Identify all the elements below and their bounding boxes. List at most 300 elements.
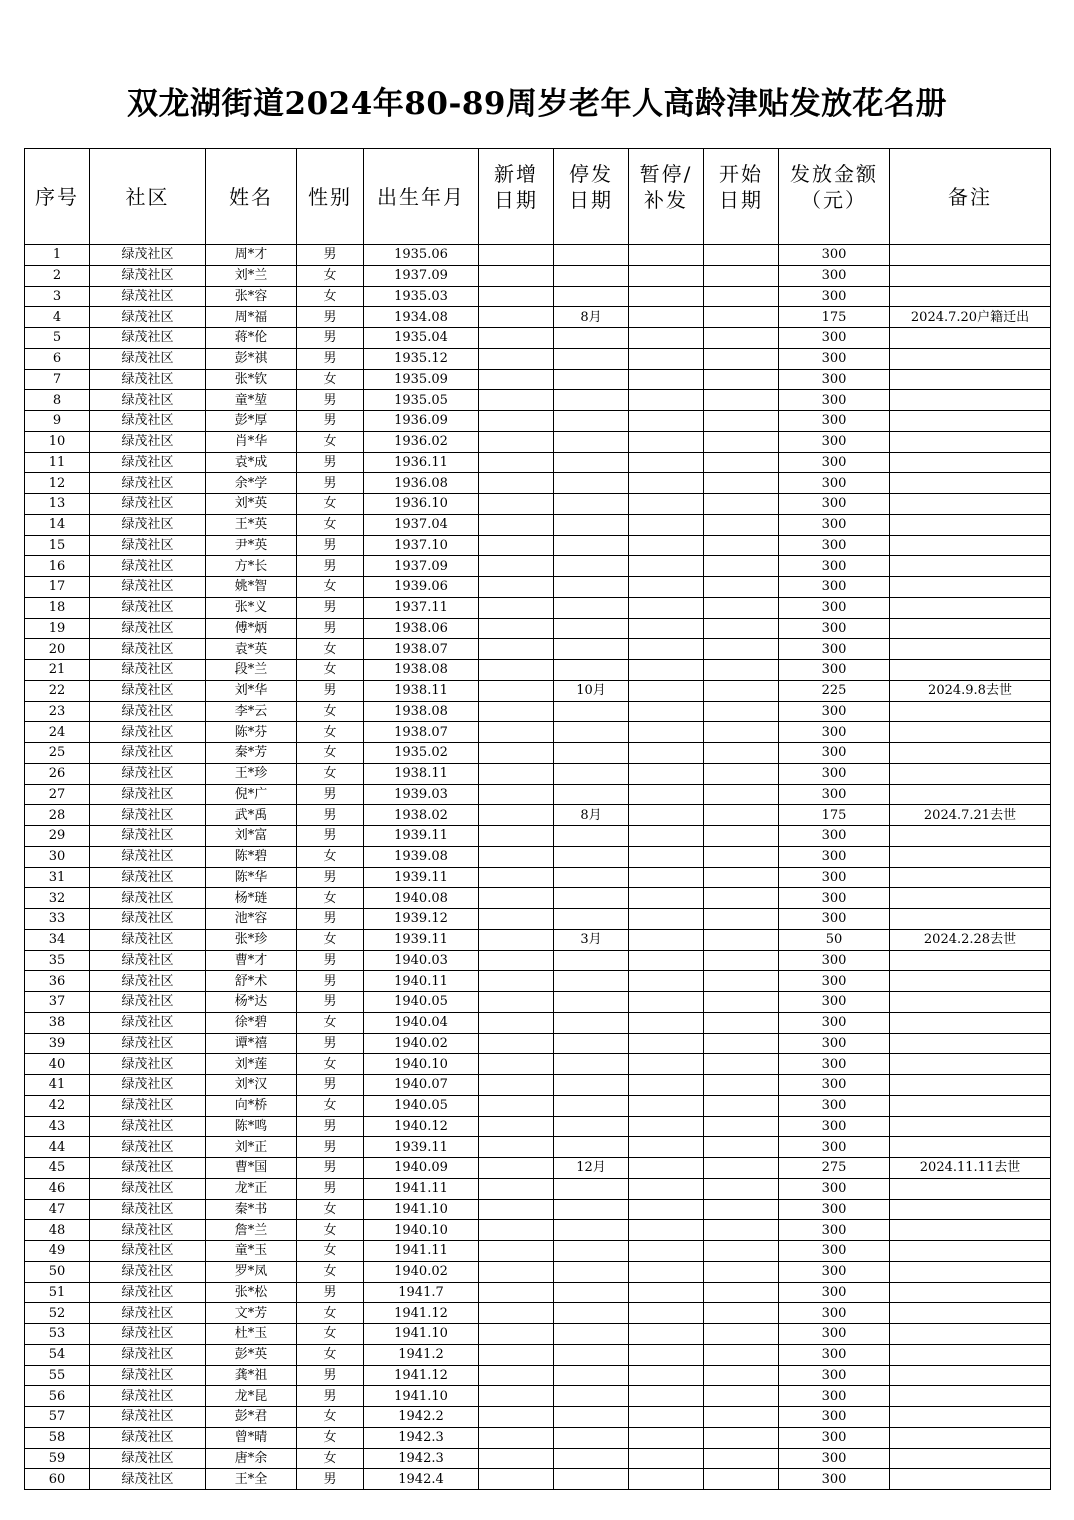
cell-birth: 1935.03 bbox=[364, 286, 479, 307]
table-row bbox=[25, 846, 1051, 867]
cell-suspend bbox=[629, 846, 704, 867]
cell-new-date bbox=[479, 597, 554, 618]
cell-remark bbox=[890, 431, 1051, 452]
cell-seq: 24 bbox=[25, 722, 90, 743]
cell-new-date bbox=[479, 411, 554, 432]
cell-gender: 女 bbox=[297, 369, 364, 390]
cell-new-date bbox=[479, 1469, 554, 1490]
cell-suspend bbox=[629, 1407, 704, 1428]
cell-birth: 1936.11 bbox=[364, 452, 479, 473]
cell-remark bbox=[890, 1469, 1051, 1490]
cell-name: 曾*晴 bbox=[206, 1427, 297, 1448]
cell-seq: 21 bbox=[25, 660, 90, 681]
cell-new-date bbox=[479, 1033, 554, 1054]
cell-new-date bbox=[479, 535, 554, 556]
table-row bbox=[25, 1282, 1051, 1303]
cell-stop-date bbox=[554, 1469, 629, 1490]
cell-name: 杨*达 bbox=[206, 992, 297, 1013]
cell-birth: 1940.05 bbox=[364, 992, 479, 1013]
header-stop-date-line2: 日期 bbox=[569, 188, 613, 212]
cell-name: 舒*术 bbox=[206, 971, 297, 992]
cell-amount: 300 bbox=[779, 909, 890, 930]
cell-seq: 55 bbox=[25, 1365, 90, 1386]
cell-seq: 50 bbox=[25, 1261, 90, 1282]
cell-birth: 1941.12 bbox=[364, 1365, 479, 1386]
cell-start-date bbox=[704, 1448, 779, 1469]
cell-community: 绿茂社区 bbox=[90, 535, 206, 556]
cell-new-date bbox=[479, 431, 554, 452]
cell-name: 袁*英 bbox=[206, 639, 297, 660]
cell-name: 陈*碧 bbox=[206, 846, 297, 867]
cell-new-date bbox=[479, 846, 554, 867]
cell-remark bbox=[890, 639, 1051, 660]
cell-start-date bbox=[704, 556, 779, 577]
table-row bbox=[25, 1469, 1051, 1490]
cell-remark bbox=[890, 1344, 1051, 1365]
cell-name: 袁*成 bbox=[206, 452, 297, 473]
cell-new-date bbox=[479, 660, 554, 681]
cell-new-date bbox=[479, 1178, 554, 1199]
table-row bbox=[25, 307, 1051, 328]
cell-gender: 男 bbox=[297, 597, 364, 618]
cell-new-date bbox=[479, 971, 554, 992]
cell-remark: 2024.9.8去世 bbox=[890, 680, 1051, 701]
cell-gender: 女 bbox=[297, 701, 364, 722]
cell-community: 绿茂社区 bbox=[90, 1365, 206, 1386]
table-row bbox=[25, 1095, 1051, 1116]
cell-seq: 23 bbox=[25, 701, 90, 722]
cell-seq: 32 bbox=[25, 888, 90, 909]
cell-start-date bbox=[704, 245, 779, 266]
cell-community: 绿茂社区 bbox=[90, 431, 206, 452]
cell-new-date bbox=[479, 1448, 554, 1469]
cell-seq: 40 bbox=[25, 1054, 90, 1075]
cell-gender: 男 bbox=[297, 992, 364, 1013]
header-amount bbox=[779, 149, 890, 245]
cell-remark bbox=[890, 245, 1051, 266]
cell-community: 绿茂社区 bbox=[90, 1241, 206, 1262]
cell-suspend bbox=[629, 763, 704, 784]
cell-start-date bbox=[704, 805, 779, 826]
cell-stop-date bbox=[554, 763, 629, 784]
cell-gender: 男 bbox=[297, 805, 364, 826]
cell-name: 龙*昆 bbox=[206, 1386, 297, 1407]
table-row bbox=[25, 784, 1051, 805]
cell-seq: 4 bbox=[25, 307, 90, 328]
cell-suspend bbox=[629, 556, 704, 577]
header-suspend bbox=[629, 149, 704, 245]
cell-remark bbox=[890, 535, 1051, 556]
table-row bbox=[25, 1033, 1051, 1054]
cell-new-date bbox=[479, 1427, 554, 1448]
cell-seq: 34 bbox=[25, 929, 90, 950]
cell-name: 池*容 bbox=[206, 909, 297, 930]
header-new-date-line1: 新增 bbox=[494, 162, 538, 186]
cell-name: 方*长 bbox=[206, 556, 297, 577]
cell-start-date bbox=[704, 348, 779, 369]
cell-name: 姚*智 bbox=[206, 577, 297, 598]
cell-birth: 1941.12 bbox=[364, 1303, 479, 1324]
cell-suspend bbox=[629, 929, 704, 950]
cell-name: 刘*富 bbox=[206, 826, 297, 847]
cell-start-date bbox=[704, 618, 779, 639]
cell-seq: 26 bbox=[25, 763, 90, 784]
cell-stop-date bbox=[554, 1178, 629, 1199]
cell-seq: 8 bbox=[25, 390, 90, 411]
cell-new-date bbox=[479, 1095, 554, 1116]
cell-community: 绿茂社区 bbox=[90, 1448, 206, 1469]
cell-seq: 56 bbox=[25, 1386, 90, 1407]
cell-amount: 300 bbox=[779, 348, 890, 369]
cell-birth: 1941.10 bbox=[364, 1324, 479, 1345]
cell-name: 刘*正 bbox=[206, 1137, 297, 1158]
cell-gender: 女 bbox=[297, 1054, 364, 1075]
cell-start-date bbox=[704, 950, 779, 971]
cell-start-date bbox=[704, 867, 779, 888]
cell-new-date bbox=[479, 763, 554, 784]
cell-gender: 女 bbox=[297, 577, 364, 598]
cell-gender: 男 bbox=[297, 784, 364, 805]
cell-birth: 1941.11 bbox=[364, 1241, 479, 1262]
table-row bbox=[25, 1344, 1051, 1365]
table-row bbox=[25, 328, 1051, 349]
cell-name: 曹*国 bbox=[206, 1158, 297, 1179]
cell-remark bbox=[890, 909, 1051, 930]
cell-remark bbox=[890, 1054, 1051, 1075]
header-community: 社区 bbox=[90, 149, 206, 245]
table-row bbox=[25, 411, 1051, 432]
cell-birth: 1935.02 bbox=[364, 743, 479, 764]
cell-suspend bbox=[629, 1324, 704, 1345]
cell-stop-date bbox=[554, 1282, 629, 1303]
cell-stop-date bbox=[554, 348, 629, 369]
cell-new-date bbox=[479, 348, 554, 369]
cell-name: 彭*祺 bbox=[206, 348, 297, 369]
cell-gender: 男 bbox=[297, 473, 364, 494]
cell-stop-date: 12月 bbox=[554, 1158, 629, 1179]
table-row bbox=[25, 805, 1051, 826]
cell-new-date bbox=[479, 909, 554, 930]
cell-community: 绿茂社区 bbox=[90, 452, 206, 473]
cell-community: 绿茂社区 bbox=[90, 680, 206, 701]
cell-name: 向*桥 bbox=[206, 1095, 297, 1116]
cell-gender: 男 bbox=[297, 909, 364, 930]
cell-seq: 52 bbox=[25, 1303, 90, 1324]
cell-community: 绿茂社区 bbox=[90, 784, 206, 805]
cell-start-date bbox=[704, 888, 779, 909]
header-stop-date-line1: 停发 bbox=[569, 162, 613, 186]
cell-suspend bbox=[629, 660, 704, 681]
cell-suspend bbox=[629, 1199, 704, 1220]
cell-birth: 1940.05 bbox=[364, 1095, 479, 1116]
cell-amount: 300 bbox=[779, 1282, 890, 1303]
cell-stop-date bbox=[554, 494, 629, 515]
cell-suspend bbox=[629, 1303, 704, 1324]
cell-start-date bbox=[704, 1261, 779, 1282]
cell-stop-date bbox=[554, 660, 629, 681]
cell-remark bbox=[890, 1261, 1051, 1282]
cell-stop-date bbox=[554, 867, 629, 888]
table-row bbox=[25, 722, 1051, 743]
cell-new-date bbox=[479, 1054, 554, 1075]
cell-stop-date bbox=[554, 473, 629, 494]
cell-remark bbox=[890, 328, 1051, 349]
cell-new-date bbox=[479, 1199, 554, 1220]
cell-stop-date bbox=[554, 328, 629, 349]
cell-seq: 59 bbox=[25, 1448, 90, 1469]
cell-suspend bbox=[629, 1137, 704, 1158]
cell-gender: 男 bbox=[297, 826, 364, 847]
table-row bbox=[25, 1012, 1051, 1033]
cell-amount: 300 bbox=[779, 888, 890, 909]
cell-seq: 47 bbox=[25, 1199, 90, 1220]
table-row bbox=[25, 1137, 1051, 1158]
cell-stop-date bbox=[554, 722, 629, 743]
cell-new-date bbox=[479, 1386, 554, 1407]
cell-suspend bbox=[629, 826, 704, 847]
cell-name: 彭*英 bbox=[206, 1344, 297, 1365]
cell-birth: 1939.06 bbox=[364, 577, 479, 598]
cell-remark bbox=[890, 1303, 1051, 1324]
cell-stop-date bbox=[554, 1054, 629, 1075]
cell-stop-date bbox=[554, 1261, 629, 1282]
cell-stop-date bbox=[554, 826, 629, 847]
header-start-date bbox=[704, 149, 779, 245]
header-suspend-line1: 暂停/ bbox=[639, 162, 693, 186]
cell-gender: 女 bbox=[297, 1344, 364, 1365]
cell-seq: 31 bbox=[25, 867, 90, 888]
cell-start-date bbox=[704, 390, 779, 411]
cell-seq: 43 bbox=[25, 1116, 90, 1137]
cell-community: 绿茂社区 bbox=[90, 390, 206, 411]
cell-stop-date bbox=[554, 992, 629, 1013]
cell-remark bbox=[890, 971, 1051, 992]
cell-gender: 女 bbox=[297, 639, 364, 660]
cell-gender: 男 bbox=[297, 1075, 364, 1096]
cell-stop-date bbox=[554, 1220, 629, 1241]
cell-gender: 女 bbox=[297, 660, 364, 681]
cell-suspend bbox=[629, 431, 704, 452]
cell-seq: 6 bbox=[25, 348, 90, 369]
cell-suspend bbox=[629, 867, 704, 888]
cell-name: 龚*祖 bbox=[206, 1365, 297, 1386]
cell-birth: 1939.11 bbox=[364, 867, 479, 888]
cell-birth: 1940.08 bbox=[364, 888, 479, 909]
cell-birth: 1939.08 bbox=[364, 846, 479, 867]
cell-seq: 30 bbox=[25, 846, 90, 867]
cell-amount: 300 bbox=[779, 1116, 890, 1137]
cell-suspend bbox=[629, 473, 704, 494]
cell-gender: 女 bbox=[297, 1448, 364, 1469]
cell-remark bbox=[890, 1448, 1051, 1469]
cell-start-date bbox=[704, 784, 779, 805]
cell-amount: 300 bbox=[779, 1199, 890, 1220]
page-title: 双龙湖街道2024年80-89周岁老年人高龄津贴发放花名册 bbox=[127, 86, 947, 122]
cell-amount: 300 bbox=[779, 1241, 890, 1262]
cell-new-date bbox=[479, 1407, 554, 1428]
cell-remark bbox=[890, 514, 1051, 535]
cell-remark bbox=[890, 494, 1051, 515]
cell-stop-date bbox=[554, 1344, 629, 1365]
cell-community: 绿茂社区 bbox=[90, 556, 206, 577]
cell-birth: 1940.03 bbox=[364, 950, 479, 971]
cell-stop-date: 8月 bbox=[554, 307, 629, 328]
cell-suspend bbox=[629, 390, 704, 411]
cell-new-date bbox=[479, 494, 554, 515]
cell-start-date bbox=[704, 1386, 779, 1407]
cell-name: 段*兰 bbox=[206, 660, 297, 681]
cell-amount: 300 bbox=[779, 1303, 890, 1324]
cell-name: 周*福 bbox=[206, 307, 297, 328]
cell-name: 刘*英 bbox=[206, 494, 297, 515]
cell-remark bbox=[890, 1116, 1051, 1137]
cell-new-date bbox=[479, 680, 554, 701]
cell-new-date bbox=[479, 1282, 554, 1303]
cell-community: 绿茂社区 bbox=[90, 826, 206, 847]
cell-name: 傅*炳 bbox=[206, 618, 297, 639]
cell-gender: 男 bbox=[297, 1469, 364, 1490]
cell-remark bbox=[890, 867, 1051, 888]
cell-start-date bbox=[704, 597, 779, 618]
cell-start-date bbox=[704, 1033, 779, 1054]
cell-start-date bbox=[704, 929, 779, 950]
cell-amount: 300 bbox=[779, 452, 890, 473]
cell-new-date bbox=[479, 452, 554, 473]
cell-name: 周*才 bbox=[206, 245, 297, 266]
cell-remark bbox=[890, 577, 1051, 598]
cell-gender: 女 bbox=[297, 1303, 364, 1324]
cell-remark bbox=[890, 556, 1051, 577]
cell-name: 刘*兰 bbox=[206, 265, 297, 286]
cell-remark bbox=[890, 950, 1051, 971]
cell-birth: 1942.3 bbox=[364, 1427, 479, 1448]
cell-community: 绿茂社区 bbox=[90, 722, 206, 743]
cell-remark bbox=[890, 597, 1051, 618]
cell-suspend bbox=[629, 307, 704, 328]
table-row bbox=[25, 1220, 1051, 1241]
table-row bbox=[25, 1427, 1051, 1448]
cell-stop-date bbox=[554, 1303, 629, 1324]
cell-amount: 300 bbox=[779, 431, 890, 452]
cell-birth: 1938.11 bbox=[364, 763, 479, 784]
cell-name: 彭*君 bbox=[206, 1407, 297, 1428]
cell-community: 绿茂社区 bbox=[90, 1075, 206, 1096]
cell-name: 杨*琏 bbox=[206, 888, 297, 909]
cell-seq: 28 bbox=[25, 805, 90, 826]
cell-new-date bbox=[479, 514, 554, 535]
table-row bbox=[25, 1054, 1051, 1075]
cell-birth: 1939.03 bbox=[364, 784, 479, 805]
cell-start-date bbox=[704, 1241, 779, 1262]
cell-community: 绿茂社区 bbox=[90, 1054, 206, 1075]
cell-community: 绿茂社区 bbox=[90, 1407, 206, 1428]
cell-birth: 1937.04 bbox=[364, 514, 479, 535]
cell-amount: 300 bbox=[779, 1448, 890, 1469]
cell-start-date bbox=[704, 680, 779, 701]
cell-amount: 175 bbox=[779, 805, 890, 826]
table-row bbox=[25, 431, 1051, 452]
cell-community: 绿茂社区 bbox=[90, 328, 206, 349]
cell-community: 绿茂社区 bbox=[90, 805, 206, 826]
cell-community: 绿茂社区 bbox=[90, 846, 206, 867]
cell-stop-date bbox=[554, 1116, 629, 1137]
cell-gender: 男 bbox=[297, 245, 364, 266]
cell-amount: 300 bbox=[779, 1427, 890, 1448]
cell-gender: 女 bbox=[297, 286, 364, 307]
cell-start-date bbox=[704, 1116, 779, 1137]
cell-community: 绿茂社区 bbox=[90, 1386, 206, 1407]
cell-community: 绿茂社区 bbox=[90, 743, 206, 764]
cell-seq: 22 bbox=[25, 680, 90, 701]
cell-amount: 300 bbox=[779, 1469, 890, 1490]
table-row bbox=[25, 348, 1051, 369]
cell-suspend bbox=[629, 1220, 704, 1241]
cell-name: 蒋*伦 bbox=[206, 328, 297, 349]
cell-stop-date: 8月 bbox=[554, 805, 629, 826]
cell-start-date bbox=[704, 722, 779, 743]
cell-start-date bbox=[704, 660, 779, 681]
cell-seq: 20 bbox=[25, 639, 90, 660]
cell-new-date bbox=[479, 1365, 554, 1386]
cell-start-date bbox=[704, 992, 779, 1013]
cell-start-date bbox=[704, 473, 779, 494]
cell-suspend bbox=[629, 992, 704, 1013]
cell-community: 绿茂社区 bbox=[90, 1199, 206, 1220]
header-gender: 性别 bbox=[297, 149, 364, 245]
cell-stop-date bbox=[554, 556, 629, 577]
cell-seq: 51 bbox=[25, 1282, 90, 1303]
cell-remark: 2024.2.28去世 bbox=[890, 929, 1051, 950]
cell-birth: 1939.11 bbox=[364, 929, 479, 950]
cell-seq: 25 bbox=[25, 743, 90, 764]
cell-suspend bbox=[629, 805, 704, 826]
table-header bbox=[25, 149, 1051, 245]
cell-community: 绿茂社区 bbox=[90, 701, 206, 722]
cell-remark bbox=[890, 722, 1051, 743]
cell-amount: 175 bbox=[779, 307, 890, 328]
cell-stop-date bbox=[554, 514, 629, 535]
cell-community: 绿茂社区 bbox=[90, 971, 206, 992]
cell-stop-date bbox=[554, 577, 629, 598]
cell-birth: 1941.11 bbox=[364, 1178, 479, 1199]
table-row bbox=[25, 867, 1051, 888]
cell-gender: 男 bbox=[297, 1137, 364, 1158]
cell-community: 绿茂社区 bbox=[90, 411, 206, 432]
cell-name: 罗*凤 bbox=[206, 1261, 297, 1282]
cell-birth: 1941.7 bbox=[364, 1282, 479, 1303]
cell-start-date bbox=[704, 1137, 779, 1158]
cell-suspend bbox=[629, 743, 704, 764]
table-row bbox=[25, 1178, 1051, 1199]
header-birth: 出生年月 bbox=[364, 149, 479, 245]
cell-stop-date bbox=[554, 1427, 629, 1448]
cell-seq: 38 bbox=[25, 1012, 90, 1033]
table-row bbox=[25, 1261, 1051, 1282]
cell-name: 龙*正 bbox=[206, 1178, 297, 1199]
cell-start-date bbox=[704, 701, 779, 722]
cell-seq: 13 bbox=[25, 494, 90, 515]
cell-new-date bbox=[479, 784, 554, 805]
cell-start-date bbox=[704, 369, 779, 390]
cell-stop-date bbox=[554, 971, 629, 992]
cell-amount: 300 bbox=[779, 514, 890, 535]
cell-birth: 1940.12 bbox=[364, 1116, 479, 1137]
cell-new-date bbox=[479, 1075, 554, 1096]
cell-gender: 女 bbox=[297, 1261, 364, 1282]
cell-gender: 女 bbox=[297, 494, 364, 515]
cell-remark: 2024.7.21去世 bbox=[890, 805, 1051, 826]
cell-start-date bbox=[704, 1220, 779, 1241]
